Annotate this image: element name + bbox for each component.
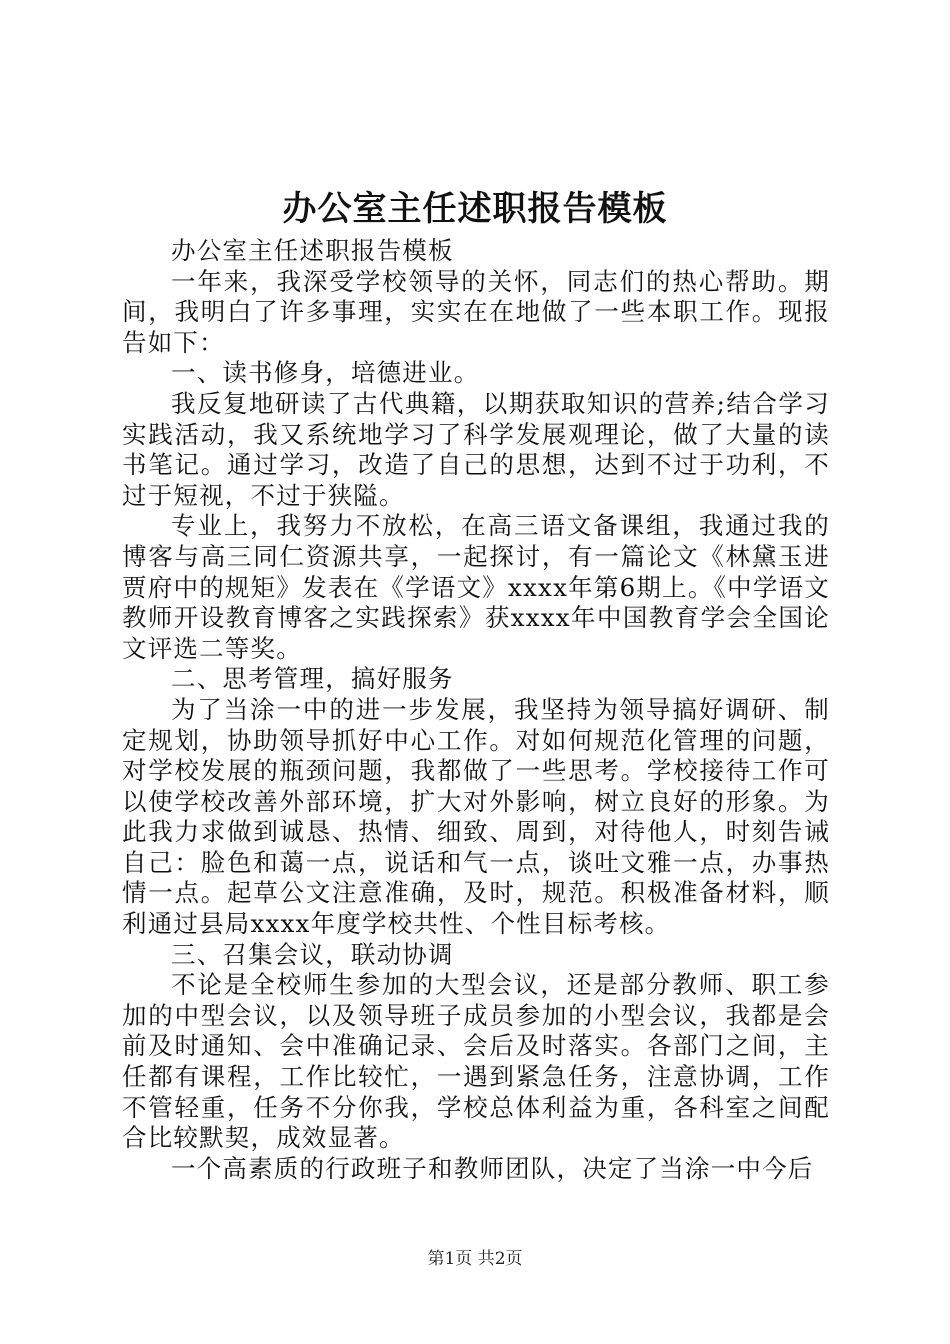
paragraph-team: 一个高素质的行政班子和教师团队，决定了当涂一中今后 <box>171 1153 814 1183</box>
section-heading-1: 一、读书修身，培德进业。 <box>171 358 480 388</box>
section-heading-3: 三、召集会议，联动协调 <box>171 939 454 969</box>
page-footer: 第1页 共2页 <box>427 1249 523 1269</box>
document-body <box>122 236 830 1184</box>
paragraph-intro: 一年来，我深受学校领导的关怀，同志们的热心帮助。期间，我明白了许多事理，实实在在地做了一些本职工作。现报告如下： <box>122 266 830 357</box>
paragraph-management: 为了当涂一中的进一步发展，我坚持为领导搞好调研、制定规划，协助领导抓好中心工作。对如何规范化管理的问题，对学校发展的瓶颈问题，我都做了一些思考。学校接待工作可以使学校改善外部环境，扩大对外影响，树立良好的形象。为此我力求做到诚恳、热情、细致、周到，对待他人，时刻告诫自己：脸色和蔼一点，说话和气一点，谈吐文雅一点，办事热情一点。起草公文注意准确，及时，规范。积极准备材料，顺利通过县局xxxx年度学校共性、个性目标考核。 <box>122 694 830 939</box>
document-title: 办公室主任述职报告模板 <box>282 189 668 229</box>
section-heading-2: 二、思考管理，搞好服务 <box>171 664 454 694</box>
paragraph-study: 我反复地研读了古代典籍，以期获取知识的营养;结合学习实践活动，我又系统地学习了科学发展观理论，做了大量的读书笔记。通过学习，改造了自己的思想，达到不过于功利，不过于短视，不过于狭隘。 <box>122 388 830 510</box>
paragraph-professional: 专业上，我努力不放松，在高三语文备课组，我通过我的博客与高三同仁资源共享，一起探讨，有一篇论文《林黛玉进贾府中的规矩》发表在《学语文》xxxx年第6期上。《中学语文教师开设教育博客之实践探索》获xxxx年中国教育学会全国论文评选二等奖。 <box>122 511 830 663</box>
paragraph-subtitle: 办公室主任述职报告模板 <box>171 236 454 265</box>
paragraph-meetings: 不论是全校师生参加的大型会议，还是部分教师、职工参加的中型会议，以及领导班子成员参加的小型会议，我都是会前及时通知、会中准确记录、会后及时落实。各部门之间，主任都有课程，工作比较忙，一遇到紧急任务，注意协调，工作不管轻重，任务不分你我，学校总体利益为重，各科室之间配合比较默契，成效显著。 <box>122 970 830 1153</box>
